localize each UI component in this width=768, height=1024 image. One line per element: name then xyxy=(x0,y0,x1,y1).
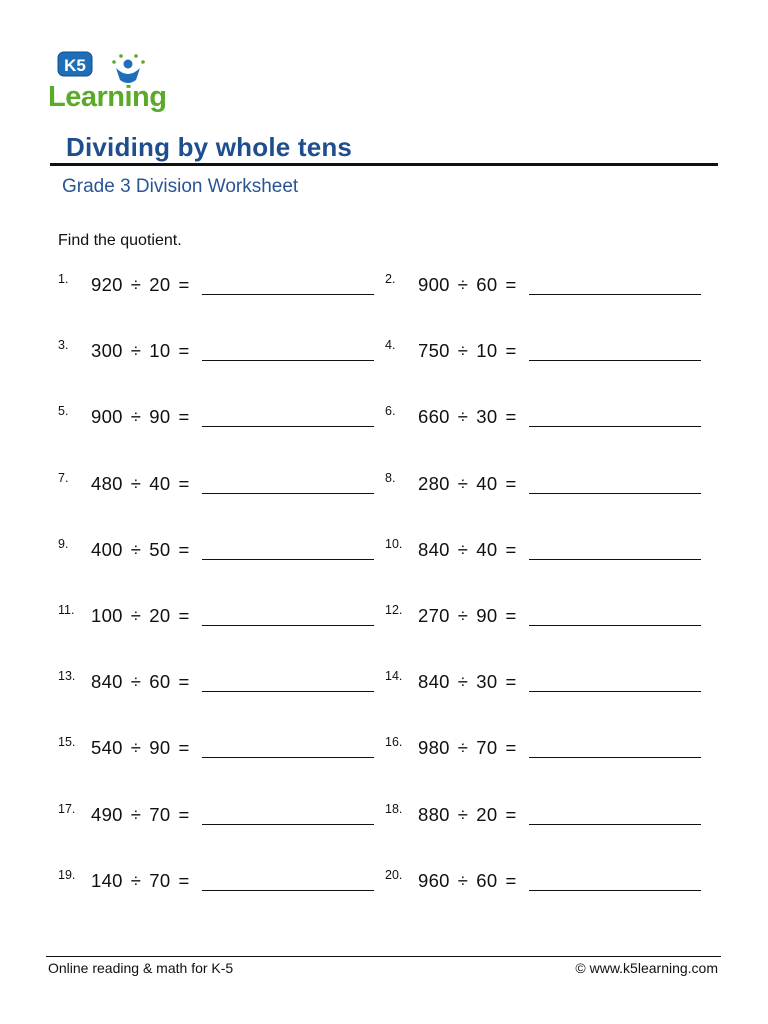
divisor: 90 xyxy=(149,737,171,759)
problem-number: 5. xyxy=(58,404,69,419)
divisor: 60 xyxy=(476,869,498,891)
divide-symbol: ÷ xyxy=(457,538,469,560)
problem-item xyxy=(58,537,388,567)
worksheet-subtitle: Grade 3 Division Worksheet xyxy=(62,176,299,197)
problem-expression xyxy=(418,737,517,759)
problem-number: 16. xyxy=(385,735,403,750)
dividend: 880 xyxy=(418,803,450,825)
dividend: 400 xyxy=(91,538,123,560)
dividend: 270 xyxy=(418,605,450,626)
equals-symbol: = xyxy=(178,869,190,891)
problem-expression xyxy=(418,539,517,561)
dividend: 660 xyxy=(418,406,450,428)
problem-expression xyxy=(91,605,190,627)
k5-learning-logo xyxy=(46,50,188,114)
equals-symbol: = xyxy=(505,605,517,626)
divide-symbol: ÷ xyxy=(457,869,469,891)
dividend: 100 xyxy=(91,605,123,626)
divide-symbol: ÷ xyxy=(457,472,469,494)
answer-line[interactable] xyxy=(202,493,374,494)
dividend: 960 xyxy=(418,869,450,891)
divide-symbol: ÷ xyxy=(130,274,142,295)
equals-symbol: = xyxy=(178,274,190,295)
dividend: 840 xyxy=(418,671,450,693)
equals-symbol: = xyxy=(178,472,190,494)
divisor: 40 xyxy=(476,538,498,560)
problem-item xyxy=(385,669,715,699)
divisor: 70 xyxy=(149,803,171,825)
answer-line[interactable] xyxy=(202,294,374,295)
problem-item xyxy=(385,404,715,434)
answer-line[interactable] xyxy=(529,890,701,891)
answer-line[interactable] xyxy=(202,890,374,891)
equals-symbol: = xyxy=(178,737,190,759)
divisor: 40 xyxy=(149,472,171,494)
divide-symbol: ÷ xyxy=(130,671,142,693)
equals-symbol: = xyxy=(178,538,190,560)
problem-item xyxy=(58,603,388,633)
equals-symbol: = xyxy=(505,472,517,494)
problem-item xyxy=(385,338,715,368)
divide-symbol: ÷ xyxy=(130,605,142,626)
problem-item xyxy=(385,868,715,898)
answer-line[interactable] xyxy=(529,757,701,758)
answer-line[interactable] xyxy=(202,625,374,626)
problem-number: 13. xyxy=(58,669,76,684)
logo-word-text: Learning xyxy=(48,81,167,113)
divisor: 40 xyxy=(476,472,498,494)
k5-logo-graphic xyxy=(46,50,188,114)
equals-symbol: = xyxy=(505,340,517,362)
problem-expression xyxy=(418,406,517,428)
equals-symbol: = xyxy=(505,406,517,428)
equals-symbol: = xyxy=(178,803,190,825)
divide-symbol: ÷ xyxy=(457,671,469,693)
problem-item xyxy=(58,669,388,699)
dividend: 300 xyxy=(91,340,123,362)
equals-symbol: = xyxy=(505,869,517,891)
instructions: Find the quotient. xyxy=(58,232,182,249)
divide-symbol: ÷ xyxy=(130,472,142,494)
answer-line[interactable] xyxy=(202,559,374,560)
divisor: 90 xyxy=(476,605,498,626)
equals-symbol: = xyxy=(505,803,517,825)
equals-symbol: = xyxy=(178,605,190,626)
dividend: 900 xyxy=(91,406,123,428)
title-divider xyxy=(50,163,718,166)
divide-symbol: ÷ xyxy=(457,803,469,825)
divide-symbol: ÷ xyxy=(457,737,469,759)
answer-line[interactable] xyxy=(529,559,701,560)
answer-line[interactable] xyxy=(529,824,701,825)
divide-symbol: ÷ xyxy=(130,869,142,891)
problem-item xyxy=(58,404,388,434)
problem-item xyxy=(385,735,715,765)
problem-number: 7. xyxy=(58,470,69,485)
divisor: 70 xyxy=(476,737,498,759)
answer-line[interactable] xyxy=(529,691,701,692)
problem-expression xyxy=(418,605,517,627)
problem-item xyxy=(385,272,715,302)
problem-item xyxy=(58,868,388,898)
problem-number: 4. xyxy=(385,338,396,353)
divide-symbol: ÷ xyxy=(457,605,469,626)
dividend: 900 xyxy=(418,274,450,295)
equals-symbol: = xyxy=(505,671,517,693)
problem-expression xyxy=(91,671,190,693)
logo-badge-text: K5 xyxy=(64,56,86,75)
problem-expression xyxy=(91,870,190,892)
divisor: 60 xyxy=(149,671,171,693)
problem-item xyxy=(385,537,715,567)
problem-expression xyxy=(418,340,517,362)
dividend: 980 xyxy=(418,737,450,759)
problem-expression xyxy=(418,473,517,495)
answer-line[interactable] xyxy=(529,360,701,361)
dividend: 140 xyxy=(91,869,123,891)
problem-expression xyxy=(91,539,190,561)
divide-symbol: ÷ xyxy=(130,340,142,362)
problem-expression xyxy=(91,274,190,296)
divisor: 90 xyxy=(149,406,171,428)
divide-symbol: ÷ xyxy=(457,406,469,428)
problem-expression xyxy=(91,737,190,759)
equals-symbol: = xyxy=(505,274,517,295)
problem-number: 8. xyxy=(385,470,396,485)
equals-symbol: = xyxy=(505,538,517,560)
problem-expression xyxy=(418,870,517,892)
dividend: 840 xyxy=(418,538,450,560)
problem-expression xyxy=(418,804,517,826)
problem-item xyxy=(58,802,388,832)
problem-number: 11. xyxy=(58,603,75,617)
answer-line[interactable] xyxy=(202,691,374,692)
problem-number: 15. xyxy=(58,735,76,750)
problem-number: 1. xyxy=(58,272,69,286)
divisor: 50 xyxy=(149,538,171,560)
problem-item xyxy=(385,603,715,633)
problem-item xyxy=(58,272,388,302)
problem-item xyxy=(58,471,388,501)
dividend: 280 xyxy=(418,472,450,494)
divisor: 20 xyxy=(149,605,171,626)
answer-line[interactable] xyxy=(529,625,701,626)
divisor: 10 xyxy=(476,340,498,362)
problem-number: 3. xyxy=(58,338,69,353)
problem-item xyxy=(58,735,388,765)
divide-symbol: ÷ xyxy=(130,538,142,560)
worksheet-title: Dividing by whole tens xyxy=(66,132,353,162)
dividend: 490 xyxy=(91,803,123,825)
divide-symbol: ÷ xyxy=(457,340,469,362)
divisor: 30 xyxy=(476,671,498,693)
problem-expression xyxy=(418,671,517,693)
problem-expression xyxy=(418,274,517,296)
divisor: 20 xyxy=(149,274,171,295)
footer-tagline: Online reading & math for K-5 xyxy=(48,960,234,976)
divisor: 30 xyxy=(476,406,498,428)
equals-symbol: = xyxy=(178,340,190,362)
problem-number: 19. xyxy=(58,867,76,882)
divide-symbol: ÷ xyxy=(130,803,142,825)
dividend: 840 xyxy=(91,671,123,693)
answer-line[interactable] xyxy=(529,493,701,494)
answer-line[interactable] xyxy=(202,757,374,758)
problem-number: 17. xyxy=(58,801,76,816)
dividend: 920 xyxy=(91,274,123,295)
problem-number: 10. xyxy=(385,536,403,551)
answer-line[interactable] xyxy=(529,426,701,427)
problem-number: 2. xyxy=(385,272,396,286)
divide-symbol: ÷ xyxy=(457,274,469,295)
answer-line[interactable] xyxy=(529,294,701,295)
answer-line[interactable] xyxy=(202,360,374,361)
footer-divider xyxy=(46,956,721,957)
divisor: 60 xyxy=(476,274,498,295)
problem-number: 6. xyxy=(385,404,396,419)
divisor: 70 xyxy=(149,869,171,891)
equals-symbol: = xyxy=(178,671,190,693)
dividend: 750 xyxy=(418,340,450,362)
problem-number: 9. xyxy=(58,536,69,551)
divisor: 10 xyxy=(149,340,171,362)
dividend: 480 xyxy=(91,472,123,494)
equals-symbol: = xyxy=(178,406,190,428)
problem-expression xyxy=(91,406,190,428)
problem-number: 14. xyxy=(385,669,403,684)
divide-symbol: ÷ xyxy=(130,406,142,428)
dividend: 540 xyxy=(91,737,123,759)
divide-symbol: ÷ xyxy=(130,737,142,759)
problem-number: 18. xyxy=(385,801,403,816)
answer-line[interactable] xyxy=(202,426,374,427)
problem-item xyxy=(58,338,388,368)
problem-number: 20. xyxy=(385,867,403,882)
problem-item xyxy=(385,471,715,501)
problem-number: 12. xyxy=(385,603,403,617)
answer-line[interactable] xyxy=(202,824,374,825)
divisor: 20 xyxy=(476,803,498,825)
problem-expression xyxy=(91,473,190,495)
problem-expression xyxy=(91,340,190,362)
problem-item xyxy=(385,802,715,832)
problem-expression xyxy=(91,804,190,826)
footer-website: © www.k5learning.com xyxy=(575,960,718,976)
equals-symbol: = xyxy=(505,737,517,759)
